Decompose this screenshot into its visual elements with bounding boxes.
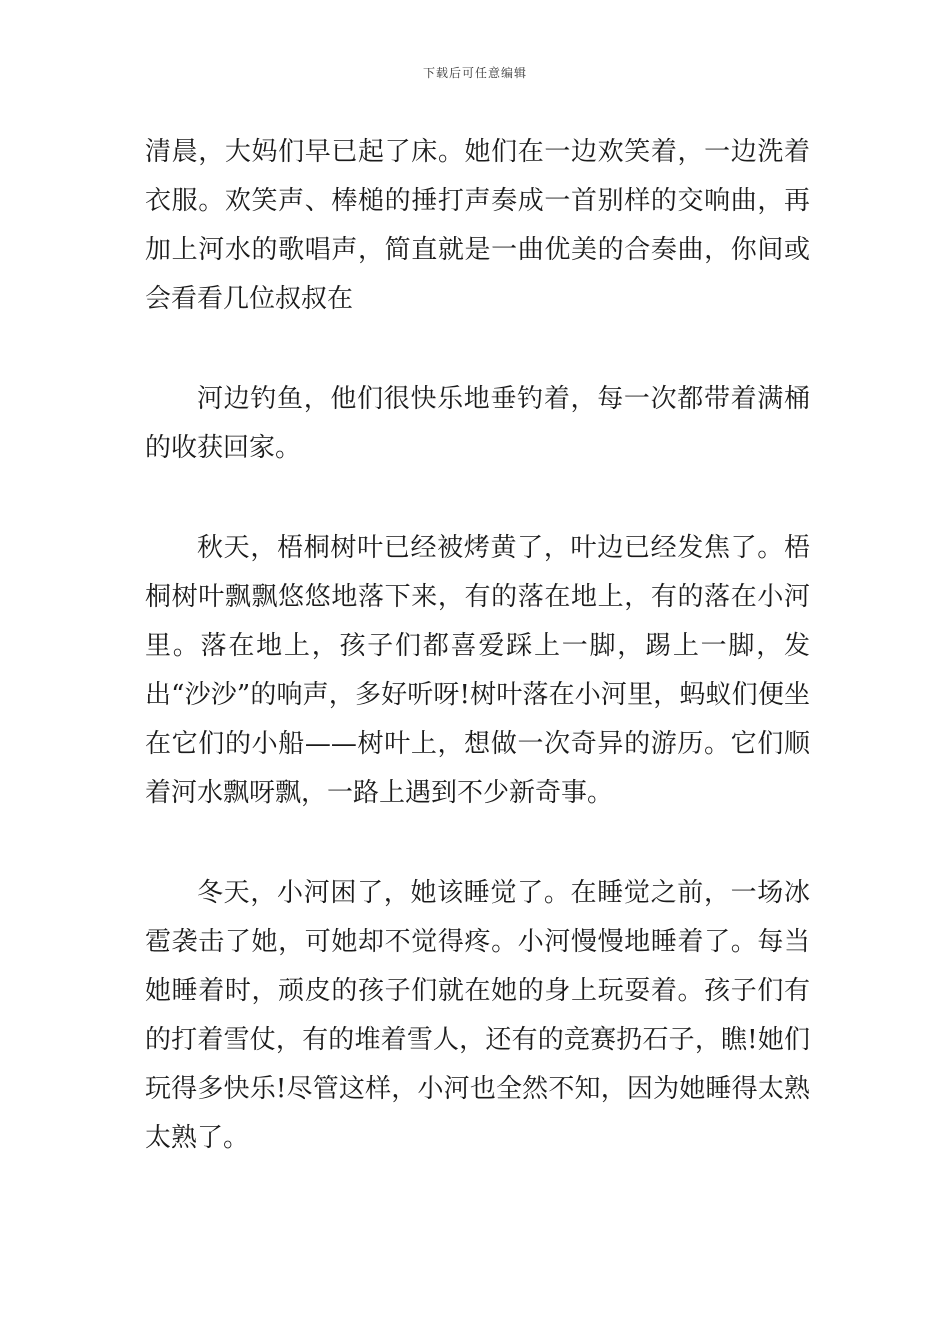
paragraph-winter: 冬天，小河困了，她该睡觉了。在睡觉之前，一场冰雹袭击了她，可她却不觉得疼。小河慢慢地睡着了。每当她睡着时，顽皮的孩子们就在她的身上玩耍着。孩子们有的打着雪仗，有的堆着雪人，还有的竞赛扔石子，瞧!她们玩得多快乐!尽管这样，小河也全然不知，因为她睡得太熟太熟了。 xyxy=(145,878,810,1153)
paragraph-morning: 清晨，大妈们早已起了床。她们在一边欢笑着，一边洗着衣服。欢笑声、棒槌的捶打声奏成一首别样的交响曲，再加上河水的歌唱声，简直就是一曲优美的合奏曲，你间或会看看几位叔叔在 xyxy=(145,137,810,314)
paragraph-fishing: 河边钓鱼，他们很快乐地垂钓着，每一次都带着满桶的收获回家。 xyxy=(145,384,810,463)
page-header: 下载后可任意编辑 xyxy=(422,66,527,80)
paragraph-autumn: 秋天，梧桐树叶已经被烤黄了，叶边已经发焦了。梧桐树叶飘飘悠悠地落下来，有的落在地上，有的落在小河里。落在地上，孩子们都喜爱踩上一脚，踢上一脚，发出“沙沙”的响声，多好听呀!树叶落在小河里，蚂蚁们便坐在它们的小船——树叶上，想做一次奇异的游历。它们顺着河水飘呀飘，一路上遇到不少新奇事。 xyxy=(145,533,810,808)
document-body xyxy=(145,128,810,1163)
